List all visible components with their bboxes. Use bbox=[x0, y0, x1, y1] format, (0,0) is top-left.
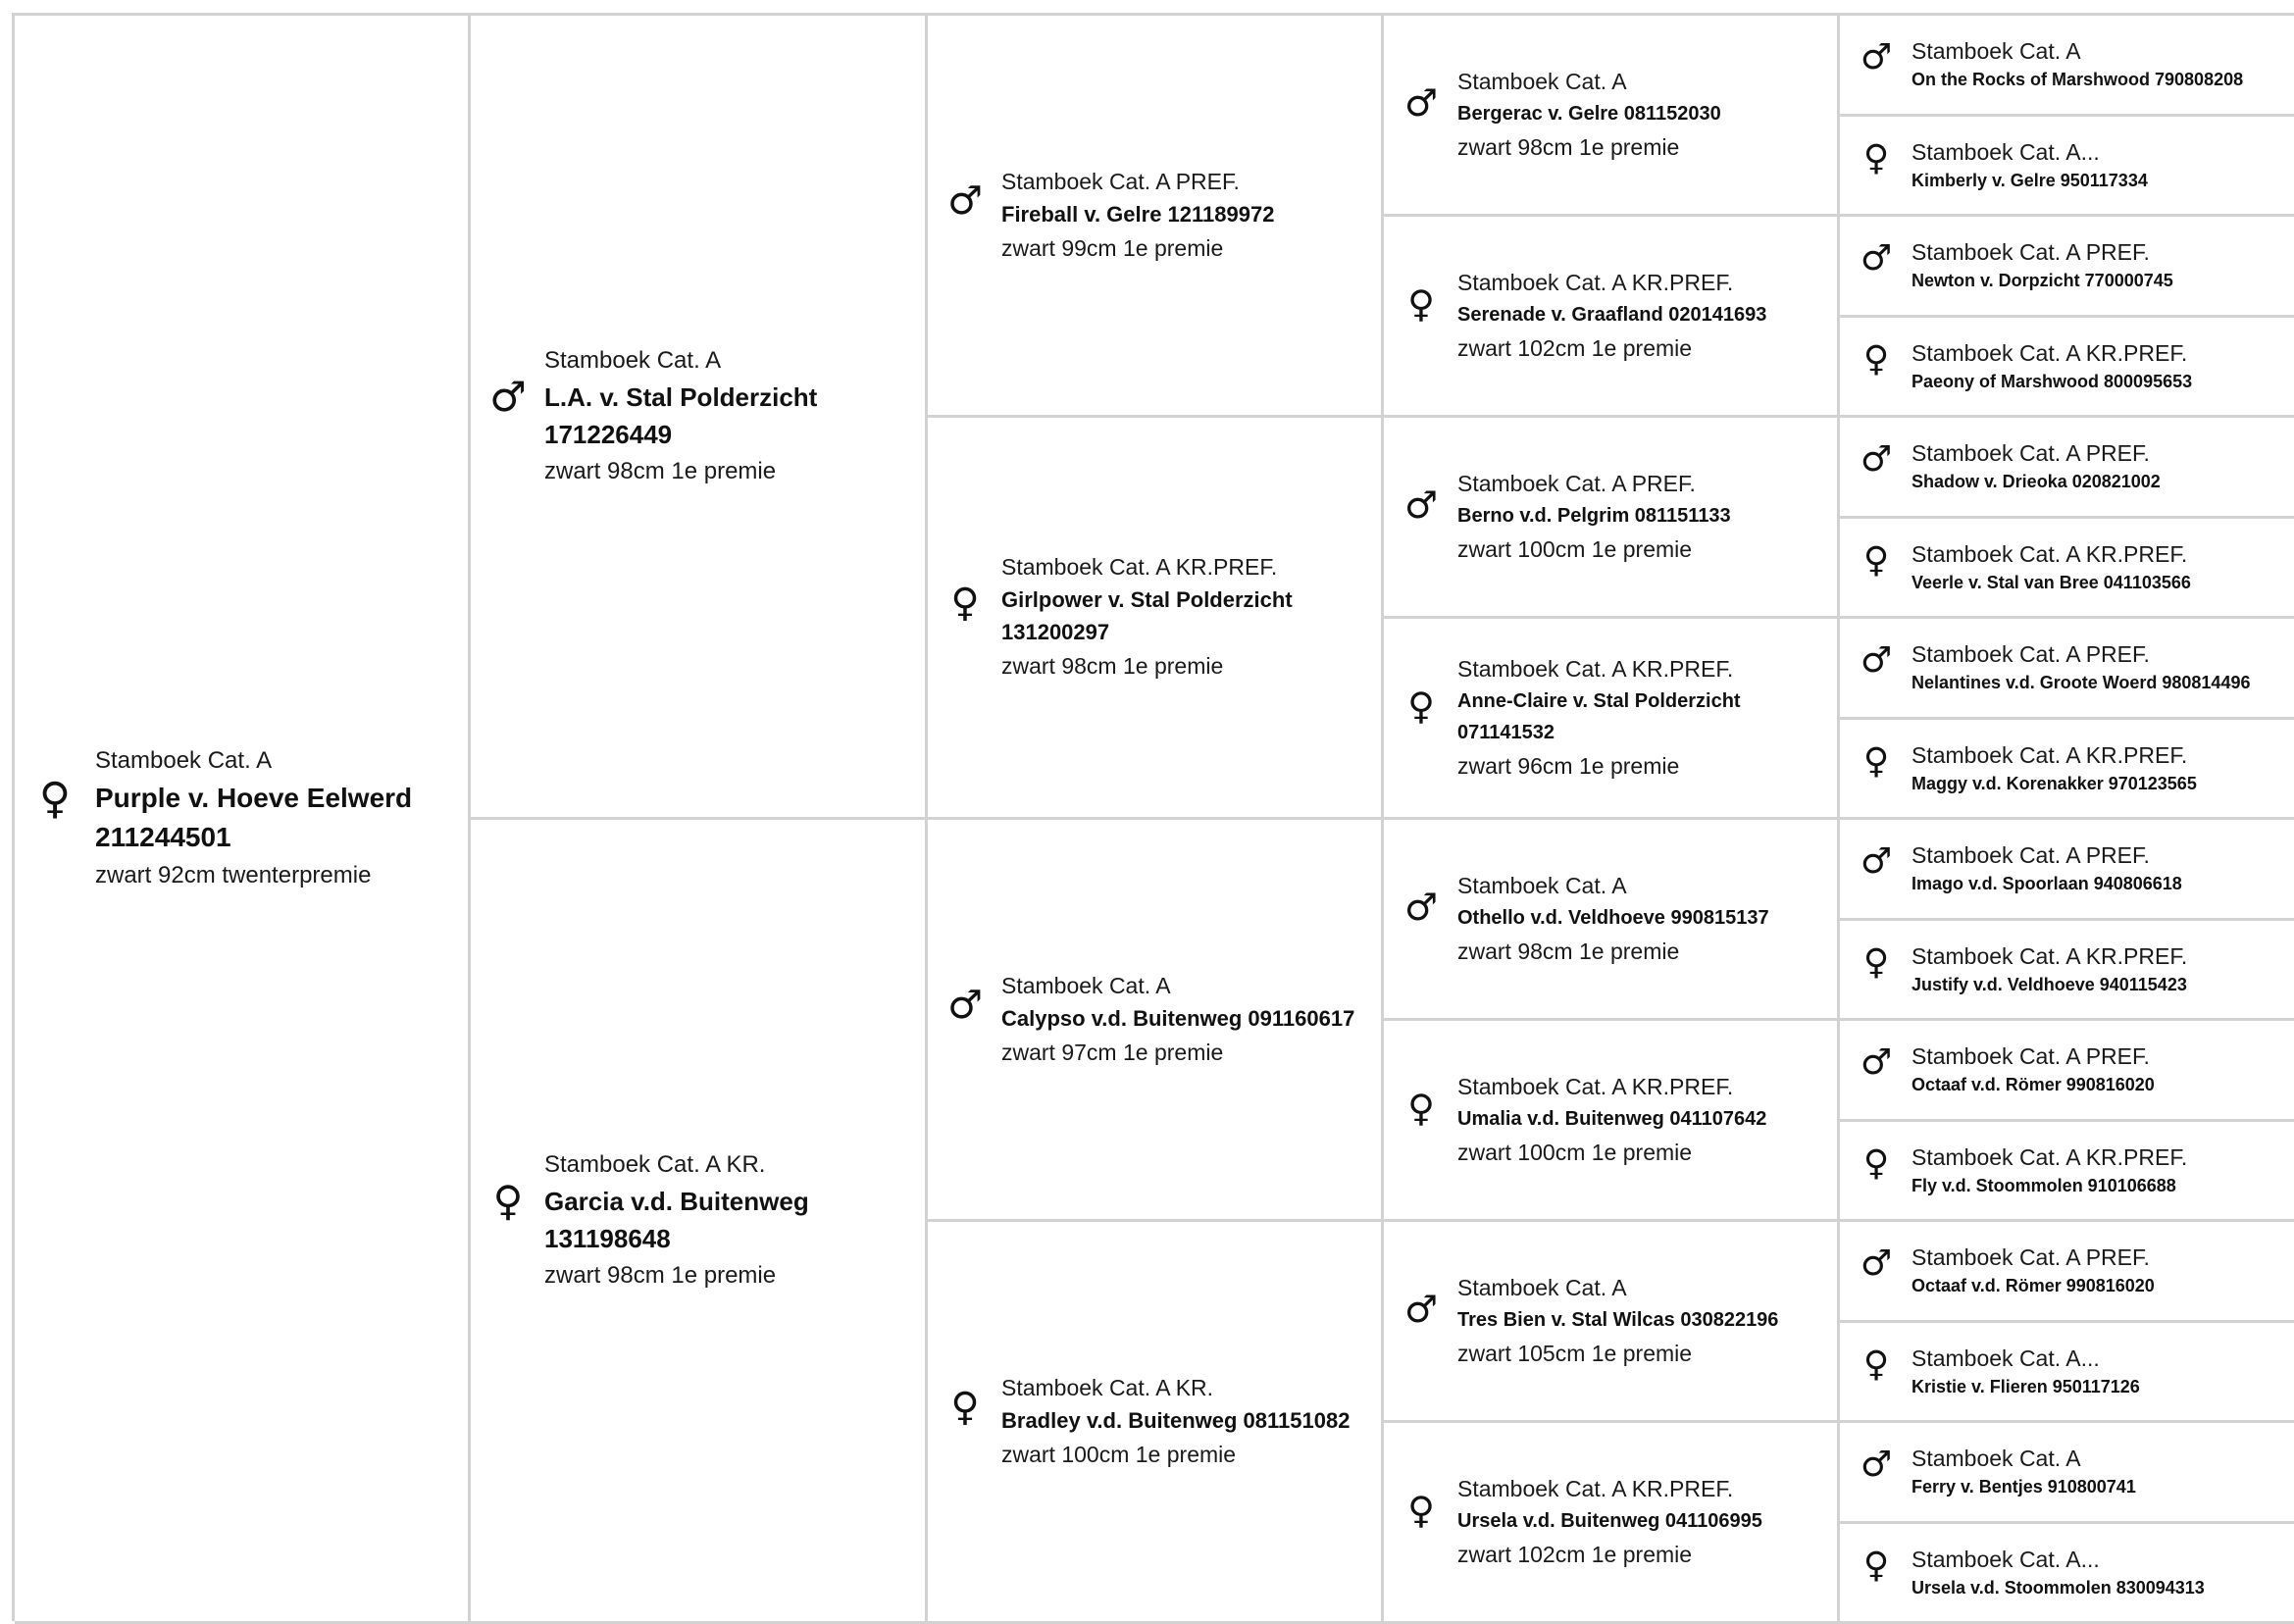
grandparent-card[interactable] bbox=[928, 820, 1384, 1222]
stamboek-label: Stamboek Cat. A bbox=[1912, 1446, 2081, 1471]
stamboek-label: Stamboek Cat. A PREF. bbox=[1912, 1043, 2150, 1069]
horse-name: Bradley v.d. Buitenweg 081151082 bbox=[1001, 1407, 1351, 1433]
ancestor-card[interactable] bbox=[1840, 1021, 2294, 1122]
stamboek-label: Stamboek Cat. A PREF. bbox=[1001, 168, 1240, 194]
ancestor-card[interactable] bbox=[1840, 619, 2294, 720]
great-grandparent-card[interactable] bbox=[1384, 1021, 1840, 1222]
ancestor-card[interactable] bbox=[1840, 519, 2294, 619]
female-symbol-icon: ♀ bbox=[1862, 1344, 1890, 1385]
stamboek-label: Stamboek Cat. A PREF. bbox=[1912, 1244, 2150, 1270]
horse-name: On the Rocks of Marshwood 790808208 bbox=[1912, 70, 2244, 89]
female-symbol-icon: ♀ bbox=[1407, 282, 1435, 326]
male-symbol-icon: ♂ bbox=[947, 982, 983, 1028]
stamboek-label: Stamboek Cat. A PREF. bbox=[1912, 239, 2150, 265]
great-grandparent-card[interactable] bbox=[1384, 619, 1840, 820]
ancestor-card[interactable] bbox=[1840, 1122, 2294, 1222]
grandparent-card[interactable] bbox=[928, 1222, 1384, 1624]
male-symbol-icon: ♂ bbox=[1403, 483, 1439, 527]
horse-description: zwart 98cm 1e premie bbox=[1001, 653, 1224, 679]
sire-card[interactable] bbox=[471, 16, 928, 820]
horse-description: zwart 97cm 1e premie bbox=[1001, 1039, 1224, 1065]
ancestor-card[interactable] bbox=[1840, 318, 2294, 418]
horse-name: Kimberly v. Gelre 950117334 bbox=[1912, 170, 2148, 190]
female-symbol-icon: ♀ bbox=[1862, 539, 1890, 581]
horse-name: Umalia v.d. Buitenweg 041107642 bbox=[1457, 1108, 1767, 1130]
female-symbol-icon: ♀ bbox=[1862, 137, 1890, 178]
stamboek-label: Stamboek Cat. A bbox=[544, 346, 722, 374]
horse-name: Serenade v. Graafland 020141693 bbox=[1457, 304, 1767, 326]
great-grandparent-card[interactable] bbox=[1384, 16, 1840, 217]
horse-name: Veerle v. Stal van Bree 041103566 bbox=[1912, 572, 2191, 592]
horse-name: Maggy v.d. Korenakker 970123565 bbox=[1912, 773, 2197, 793]
horse-name: Purple v. Hoeve Eelwerd 211244501 bbox=[95, 782, 413, 852]
horse-name: Justify v.d. Veldhoeve 940115423 bbox=[1912, 974, 2187, 994]
ancestor-card[interactable] bbox=[1840, 921, 2294, 1021]
stamboek-label: Stamboek Cat. A KR.PREF. bbox=[1457, 270, 1734, 295]
ancestor-card[interactable] bbox=[1840, 418, 2294, 519]
horse-description: zwart 102cm 1e premie bbox=[1457, 335, 1693, 361]
male-symbol-icon: ♂ bbox=[1403, 886, 1439, 929]
male-symbol-icon: ♂ bbox=[1860, 841, 1893, 882]
male-symbol-icon: ♂ bbox=[1860, 1042, 1893, 1083]
great-grandparent-card[interactable] bbox=[1384, 1222, 1840, 1423]
horse-name: Bergerac v. Gelre 081152030 bbox=[1457, 103, 1721, 125]
horse-description: zwart 96cm 1e premie bbox=[1457, 753, 1680, 779]
horse-description: zwart 100cm 1e premie bbox=[1457, 1140, 1693, 1165]
stamboek-label: Stamboek Cat. A bbox=[1457, 1275, 1627, 1300]
horse-description: zwart 98cm 1e premie bbox=[1457, 134, 1680, 160]
great-grandparent-card[interactable] bbox=[1384, 217, 1840, 418]
ancestor-card[interactable] bbox=[1840, 217, 2294, 318]
horse-description: zwart 100cm 1e premie bbox=[1001, 1441, 1237, 1467]
stamboek-label: Stamboek Cat. A PREF. bbox=[1457, 471, 1696, 496]
horse-name: Calypso v.d. Buitenweg 091160617 bbox=[1001, 1005, 1355, 1031]
ancestor-card[interactable] bbox=[1840, 1423, 2294, 1524]
male-symbol-icon: ♂ bbox=[489, 372, 527, 421]
horse-name: Newton v. Dorpzicht 770000745 bbox=[1912, 271, 2173, 290]
female-symbol-icon: ♀ bbox=[1862, 740, 1890, 782]
male-symbol-icon: ♂ bbox=[1860, 37, 1893, 77]
horse-name: Imago v.d. Spoorlaan 940806618 bbox=[1912, 874, 2182, 893]
male-symbol-icon: ♂ bbox=[1860, 1445, 1893, 1485]
stamboek-label: Stamboek Cat. A bbox=[1457, 873, 1627, 898]
horse-name: Shadow v. Drieoka 020821002 bbox=[1912, 472, 2161, 491]
stamboek-label: Stamboek Cat. A KR.PREF. bbox=[1912, 741, 2188, 768]
great-grandparent-card[interactable] bbox=[1384, 1423, 1840, 1624]
female-symbol-icon: ♀ bbox=[492, 1176, 524, 1225]
stamboek-label: Stamboek Cat. A KR.PREF. bbox=[1001, 554, 1278, 580]
horse-description: zwart 92cm twenterpremie bbox=[95, 861, 372, 888]
ancestor-card[interactable] bbox=[1840, 16, 2294, 117]
stamboek-label: Stamboek Cat. A KR.PREF. bbox=[1912, 1143, 2188, 1170]
male-symbol-icon: ♂ bbox=[947, 178, 983, 224]
stamboek-label: Stamboek Cat. A bbox=[95, 746, 273, 774]
horse-name: Anne-Claire v. Stal Polderzicht 071141532 bbox=[1457, 690, 1741, 743]
ancestor-card[interactable] bbox=[1840, 1323, 2294, 1423]
horse-name: L.A. v. Stal Polderzicht 171226449 bbox=[544, 381, 818, 449]
female-symbol-icon: ♀ bbox=[950, 1384, 980, 1430]
horse-name: Tres Bien v. Stal Wilcas 030822196 bbox=[1457, 1309, 1779, 1331]
stamboek-label: Stamboek Cat. A KR.PREF. bbox=[1457, 656, 1734, 682]
horse-name: Berno v.d. Pelgrim 081151133 bbox=[1457, 505, 1731, 527]
horse-name: Ferry v. Bentjes 910800741 bbox=[1912, 1477, 2136, 1497]
stamboek-label: Stamboek Cat. A... bbox=[1912, 138, 2100, 165]
horse-description: zwart 105cm 1e premie bbox=[1457, 1341, 1693, 1366]
stamboek-label: Stamboek Cat. A KR. bbox=[544, 1150, 766, 1178]
pedigree-chart bbox=[12, 13, 2294, 1621]
grandparent-card[interactable] bbox=[928, 16, 1384, 418]
horse-name: Fireball v. Gelre 121189972 bbox=[1001, 201, 1275, 227]
female-symbol-icon: ♀ bbox=[1407, 1489, 1435, 1532]
horse-name: Othello v.d. Veldhoeve 990815137 bbox=[1457, 907, 1769, 929]
male-symbol-icon: ♂ bbox=[1860, 1243, 1893, 1284]
horse-name: Kristie v. Flieren 950117126 bbox=[1912, 1376, 2140, 1396]
horse-description: zwart 99cm 1e premie bbox=[1001, 234, 1224, 261]
male-symbol-icon: ♂ bbox=[1860, 238, 1893, 279]
dam-card[interactable] bbox=[471, 820, 928, 1624]
stamboek-label: Stamboek Cat. A PREF. bbox=[1912, 440, 2150, 466]
great-grandparent-card[interactable] bbox=[1384, 418, 1840, 619]
horse-description: zwart 100cm 1e premie bbox=[1457, 536, 1693, 562]
female-symbol-icon: ♀ bbox=[38, 773, 72, 824]
horse-name: Ursela v.d. Buitenweg 041106995 bbox=[1457, 1510, 1762, 1532]
stamboek-label: Stamboek Cat. A... bbox=[1912, 1345, 2100, 1371]
horse-name: Octaaf v.d. Römer 990816020 bbox=[1912, 1075, 2155, 1094]
horse-name: Girlpower v. Stal Polderzicht 131200297 bbox=[1001, 587, 1293, 644]
female-symbol-icon: ♀ bbox=[1407, 685, 1435, 728]
ancestor-card[interactable] bbox=[1840, 1222, 2294, 1323]
female-symbol-icon: ♀ bbox=[1862, 1142, 1890, 1184]
great-grandparent-card[interactable] bbox=[1384, 820, 1840, 1021]
horse-description: zwart 98cm 1e premie bbox=[544, 1261, 777, 1289]
stamboek-label: Stamboek Cat. A KR.PREF. bbox=[1912, 942, 2188, 969]
horse-name: Garcia v.d. Buitenweg 131198648 bbox=[544, 1186, 809, 1253]
female-symbol-icon: ♀ bbox=[950, 580, 980, 626]
female-symbol-icon: ♀ bbox=[1862, 941, 1890, 983]
stamboek-label: Stamboek Cat. A bbox=[1912, 38, 2081, 64]
horse-name: Fly v.d. Stoommolen 910106688 bbox=[1912, 1175, 2176, 1195]
stamboek-label: Stamboek Cat. A bbox=[1457, 69, 1627, 94]
male-symbol-icon: ♂ bbox=[1403, 1288, 1439, 1331]
stamboek-label: Stamboek Cat. A KR.PREF. bbox=[1457, 1074, 1734, 1099]
male-symbol-icon: ♂ bbox=[1860, 640, 1893, 681]
horse-description: zwart 98cm 1e premie bbox=[544, 457, 777, 484]
horse-description: zwart 98cm 1e premie bbox=[1457, 939, 1680, 964]
subject-horse-card[interactable] bbox=[15, 16, 471, 1624]
stamboek-label: Stamboek Cat. A KR. bbox=[1001, 1374, 1214, 1400]
male-symbol-icon: ♂ bbox=[1403, 81, 1439, 125]
ancestor-card[interactable] bbox=[1840, 820, 2294, 921]
male-symbol-icon: ♂ bbox=[1860, 439, 1893, 480]
stamboek-label: Stamboek Cat. A KR.PREF. bbox=[1912, 540, 2188, 567]
stamboek-label: Stamboek Cat. A PREF. bbox=[1912, 641, 2150, 667]
ancestor-card[interactable] bbox=[1840, 720, 2294, 820]
female-symbol-icon: ♀ bbox=[1407, 1087, 1435, 1130]
horse-description: zwart 102cm 1e premie bbox=[1457, 1542, 1693, 1567]
female-symbol-icon: ♀ bbox=[1862, 338, 1890, 380]
grandparent-card[interactable] bbox=[928, 418, 1384, 820]
stamboek-label: Stamboek Cat. A bbox=[1001, 972, 1171, 998]
horse-name: Octaaf v.d. Römer 990816020 bbox=[1912, 1276, 2155, 1295]
stamboek-label: Stamboek Cat. A KR.PREF. bbox=[1912, 339, 2188, 366]
horse-name: Paeony of Marshwood 800095653 bbox=[1912, 371, 2193, 391]
ancestor-card[interactable] bbox=[1840, 1524, 2294, 1624]
stamboek-label: Stamboek Cat. A... bbox=[1912, 1546, 2100, 1572]
female-symbol-icon: ♀ bbox=[1862, 1545, 1890, 1586]
horse-name: Ursela v.d. Stoommolen 830094313 bbox=[1912, 1577, 2205, 1598]
stamboek-label: Stamboek Cat. A KR.PREF. bbox=[1457, 1476, 1734, 1501]
ancestor-card[interactable] bbox=[1840, 117, 2294, 217]
horse-name: Nelantines v.d. Groote Woerd 980814496 bbox=[1912, 673, 2251, 692]
stamboek-label: Stamboek Cat. A PREF. bbox=[1912, 842, 2150, 868]
